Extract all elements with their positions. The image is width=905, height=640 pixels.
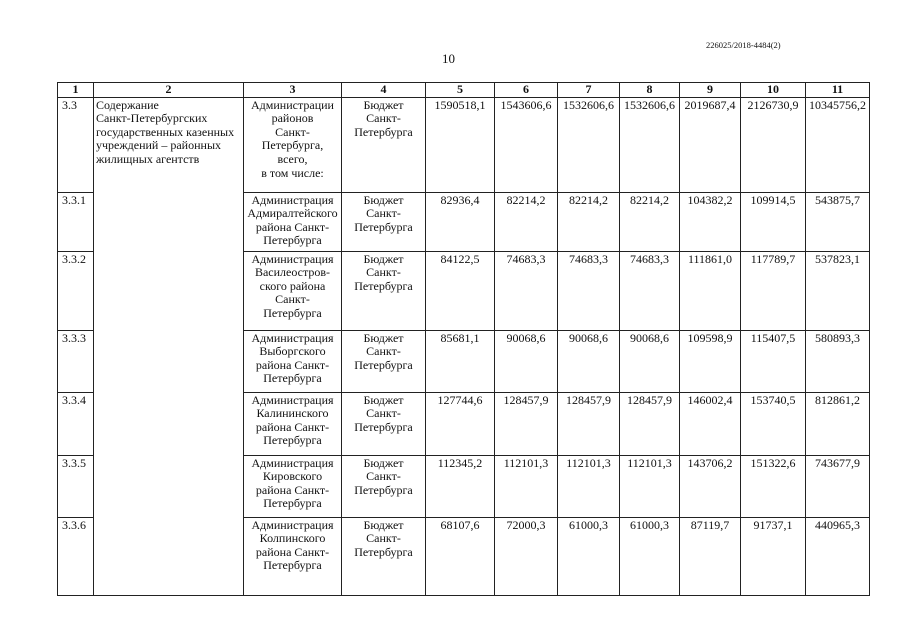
column-header-6: 6 — [495, 83, 558, 98]
value-col-10: 151322,6 — [741, 455, 806, 517]
value-col-6: 1543606,6 — [495, 97, 558, 192]
executor: Администрация Адмиралтейского района Санкт- Петербурга — [244, 192, 342, 251]
row-number: 3.3.1 — [58, 192, 94, 251]
value-col-8: 74683,3 — [620, 251, 680, 330]
value-col-10: 2126730,9 — [741, 97, 806, 192]
funding-source: Бюджет Санкт- Петербурга — [342, 97, 426, 192]
row-number: 3.3.6 — [58, 517, 94, 595]
value-col-6: 72000,3 — [495, 517, 558, 595]
row-number: 3.3.5 — [58, 455, 94, 517]
column-header-11: 11 — [806, 83, 870, 98]
value-col-11: 10345756,2 — [806, 97, 870, 192]
value-col-11: 440965,3 — [806, 517, 870, 595]
executor: Администрация Калининского района Санкт- Петербурга — [244, 392, 342, 455]
value-col-10: 117789,7 — [741, 251, 806, 330]
value-col-7: 61000,3 — [558, 517, 620, 595]
value-col-11: 812861,2 — [806, 392, 870, 455]
value-col-6: 90068,6 — [495, 330, 558, 392]
value-col-6: 82214,2 — [495, 192, 558, 251]
value-col-5: 127744,6 — [426, 392, 495, 455]
funding-source: Бюджет Санкт- Петербурга — [342, 392, 426, 455]
executor: Администрации районов Санкт- Петербурга, всего, в том числе: — [244, 97, 342, 192]
value-col-9: 2019687,4 — [680, 97, 741, 192]
value-col-9: 143706,2 — [680, 455, 741, 517]
value-col-9: 104382,2 — [680, 192, 741, 251]
column-header-2: 2 — [94, 83, 244, 98]
page-number: 10 — [442, 51, 455, 66]
funding-source: Бюджет Санкт- Петербурга — [342, 330, 426, 392]
value-col-6: 74683,3 — [495, 251, 558, 330]
value-col-11: 537823,1 — [806, 251, 870, 330]
value-col-10: 115407,5 — [741, 330, 806, 392]
value-col-5: 68107,6 — [426, 517, 495, 595]
executor: Администрация Колпинского района Санкт- Петербурга — [244, 517, 342, 595]
funding-source: Бюджет Санкт- Петербурга — [342, 455, 426, 517]
value-col-9: 87119,7 — [680, 517, 741, 595]
row-number: 3.3.2 — [58, 251, 94, 330]
value-col-11: 743677,9 — [806, 455, 870, 517]
value-col-5: 85681,1 — [426, 330, 495, 392]
value-col-8: 61000,3 — [620, 517, 680, 595]
value-col-7: 74683,3 — [558, 251, 620, 330]
document-number: 226025/2018-4484(2) — [706, 40, 781, 50]
executor: Администрация Василеостров- ского района Санкт- Петербурга — [244, 251, 342, 330]
executor: Администрация Кировского района Санкт- Петербурга — [244, 455, 342, 517]
column-header-4: 4 — [342, 83, 426, 98]
value-col-10: 91737,1 — [741, 517, 806, 595]
value-col-7: 1532606,6 — [558, 97, 620, 192]
value-col-7: 128457,9 — [558, 392, 620, 455]
column-header-9: 9 — [680, 83, 741, 98]
value-col-9: 109598,9 — [680, 330, 741, 392]
activity-description: Содержание Санкт-Петербургских государственных казенных учреждений – районных жилищных агентств — [94, 97, 244, 595]
column-header-5: 5 — [426, 83, 495, 98]
value-col-6: 128457,9 — [495, 392, 558, 455]
value-col-8: 128457,9 — [620, 392, 680, 455]
value-col-5: 112345,2 — [426, 455, 495, 517]
value-col-5: 1590518,1 — [426, 97, 495, 192]
column-header-7: 7 — [558, 83, 620, 98]
header-row — [58, 83, 870, 98]
budget-table — [57, 82, 870, 596]
value-col-8: 112101,3 — [620, 455, 680, 517]
value-col-8: 82214,2 — [620, 192, 680, 251]
value-col-10: 109914,5 — [741, 192, 806, 251]
column-header-10: 10 — [741, 83, 806, 98]
value-col-6: 112101,3 — [495, 455, 558, 517]
value-col-5: 84122,5 — [426, 251, 495, 330]
funding-source: Бюджет Санкт- Петербурга — [342, 192, 426, 251]
value-col-5: 82936,4 — [426, 192, 495, 251]
row-number: 3.3.3 — [58, 330, 94, 392]
row-number: 3.3.4 — [58, 392, 94, 455]
value-col-9: 146002,4 — [680, 392, 741, 455]
value-col-7: 90068,6 — [558, 330, 620, 392]
value-col-7: 82214,2 — [558, 192, 620, 251]
table-row — [58, 97, 870, 192]
value-col-8: 90068,6 — [620, 330, 680, 392]
value-col-11: 580893,3 — [806, 330, 870, 392]
row-number: 3.3 — [58, 97, 94, 192]
value-col-10: 153740,5 — [741, 392, 806, 455]
value-col-7: 112101,3 — [558, 455, 620, 517]
column-header-3: 3 — [244, 83, 342, 98]
value-col-8: 1532606,6 — [620, 97, 680, 192]
value-col-11: 543875,7 — [806, 192, 870, 251]
column-header-8: 8 — [620, 83, 680, 98]
column-header-1: 1 — [58, 83, 94, 98]
executor: Администрация Выборгского района Санкт- Петербурга — [244, 330, 342, 392]
funding-source: Бюджет Санкт- Петербурга — [342, 517, 426, 595]
value-col-9: 111861,0 — [680, 251, 741, 330]
funding-source: Бюджет Санкт- Петербурга — [342, 251, 426, 330]
